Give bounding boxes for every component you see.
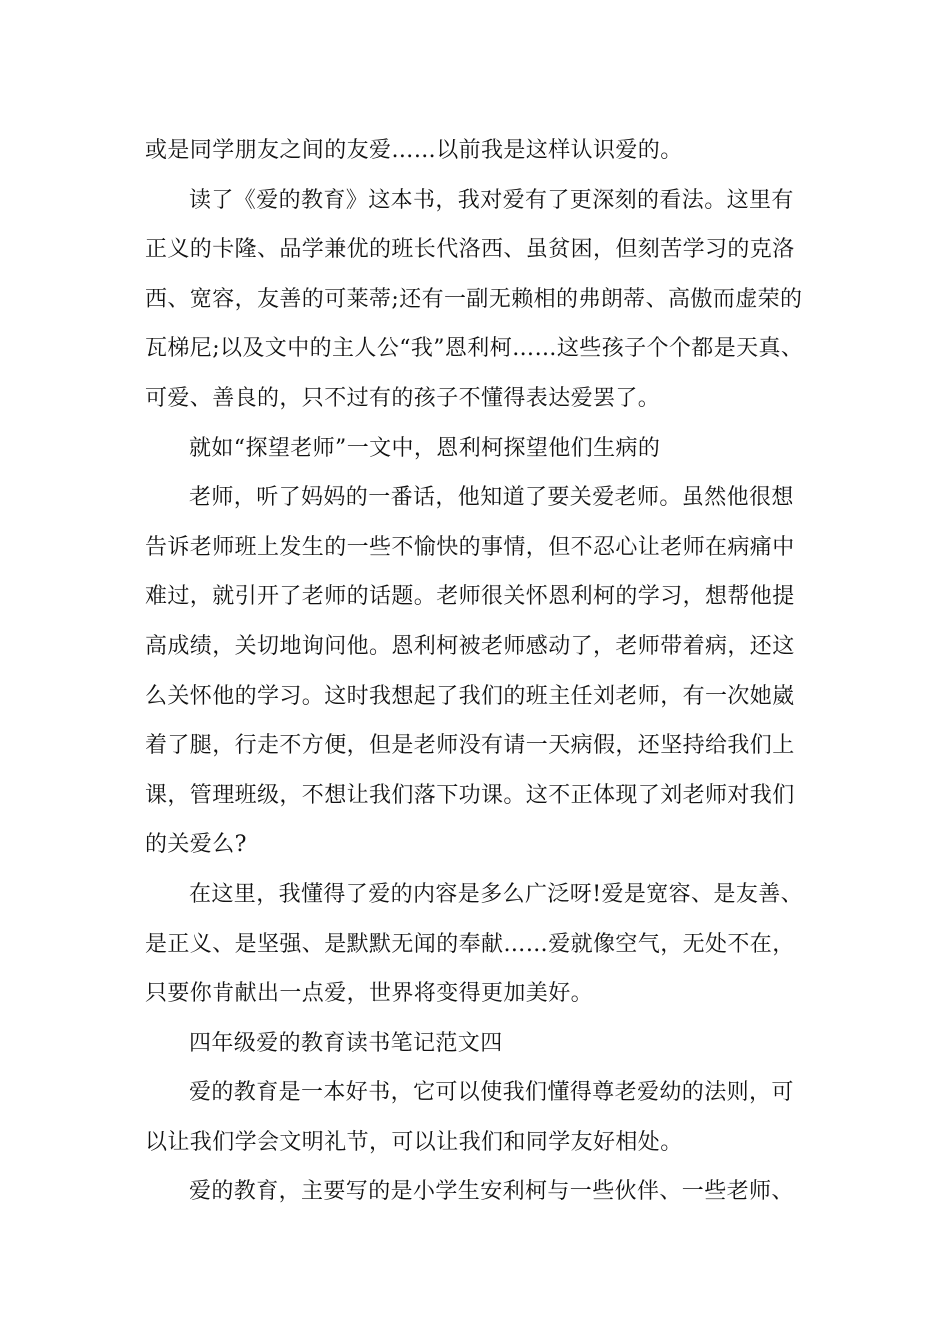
- text-line: 在这里，我懂得了爱的内容是多么广泛呀!爱是宽容、是友善、: [189, 881, 804, 907]
- text-line: 或是同学朋友之间的友爱……以前我是这样认识爱的。: [145, 138, 683, 163]
- text-line: 高成绩，关切地询问他。恩利柯被老师感动了，老师带着病，还这: [145, 633, 795, 659]
- text-line: 瓦梯尼;以及文中的主人公“我”恩利柯……这些孩子个个都是天真、: [145, 336, 804, 362]
- text-line: 着了腿，行走不方便，但是老师没有请一天病假，还坚持给我们上: [145, 733, 795, 759]
- text-line: 正义的卡隆、品学兼优的班长代洛西、虽贫困，但刻苦学习的克洛: [145, 237, 795, 263]
- text-line: 课，管理班级，不想让我们落下功课。这不正体现了刘老师对我们: [145, 782, 795, 808]
- text-line: 告诉老师班上发生的一些不愉快的事情，但不忍心让老师在病痛中: [145, 534, 795, 560]
- text-line: 西、宽容，友善的可莱蒂;还有一副无赖相的弗朗蒂、高傲而虚荣的: [145, 286, 803, 312]
- text-line: 以让我们学会文明礼节，可以让我们和同学友好相处。: [145, 1129, 683, 1155]
- text-line: 爱的教育是一本好书，它可以使我们懂得尊老爱幼的法则，可: [189, 1080, 794, 1106]
- text-line: 可爱、善良的，只不过有的孩子不懂得表达爱罢了。: [145, 385, 661, 411]
- text-line: 只要你肯献出一点爱，世界将变得更加美好。: [145, 981, 594, 1007]
- text-line: 是正义、是坚强、是默默无闻的奉献……爱就像空气，无处不在，: [145, 931, 795, 957]
- body-text: [145, 126, 835, 1217]
- text-line: 老师，听了妈妈的一番话，他知道了要关爱老师。虽然他很想: [189, 485, 794, 511]
- text-line: 爱的教育，主要写的是小学生安利柯与一些伙伴、一些老师、: [189, 1179, 794, 1205]
- text-line: 读了《爱的教育》这本书，我对爱有了更深刻的看法。这里有: [189, 187, 794, 213]
- text-line: 难过，就引开了老师的话题。老师很关怀恩利柯的学习，想帮他提: [145, 584, 795, 610]
- text-line: 的关爱么?: [145, 832, 247, 858]
- text-line: 么关怀他的学习。这时我想起了我们的班主任刘老师，有一次她崴: [145, 683, 795, 709]
- text-line: 就如“探望老师”一文中，恩利柯探望他们生病的: [189, 435, 661, 461]
- section-heading: 四年级爱的教育读书笔记范文四: [189, 1030, 503, 1056]
